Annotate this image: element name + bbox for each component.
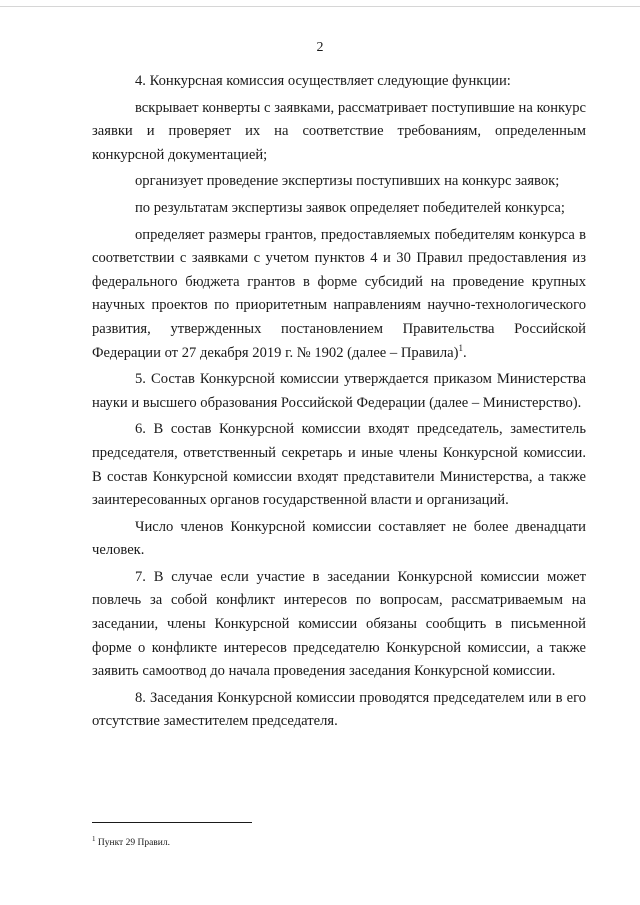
footnote-separator xyxy=(92,822,252,823)
document-body xyxy=(92,70,586,734)
footnote-reference: 1 xyxy=(458,342,464,353)
paragraph-function-4-text: определяет размеры грантов, предоставляемых победителям конкурса в соответствии с заявками с учетом пунктов 4 и 30 Правил предоставления из федерального бюджета грантов в форме субсидий на проведение крупных научных проектов по приоритетным направлениям научно-технологического развития, утвержденных постановлением Правительства Российской Федерации от 27 декабря 2019 г. № 1902 (далее – Правила) xyxy=(92,226,586,361)
paragraph-item-8: 8. Заседания Конкурсной комиссии проводятся председателем или в его отсутствие заместителем председателя. xyxy=(92,689,586,730)
paragraph-item-6: 6. В состав Конкурсной комиссии входят председатель, заместитель председателя, ответственный секретарь и иные члены Конкурсной комиссии. В состав Конкурсной комиссии входят представители Министерства, а также заинтересованных органов государственной власти и организаций. xyxy=(92,421,586,509)
footnote-text: Пункт 29 Правил. xyxy=(95,838,170,848)
paragraph-function-2: организует проведение экспертизы поступивших на конкурс заявок; xyxy=(135,173,560,190)
top-border-line xyxy=(0,6,640,7)
paragraph-function-1: вскрывает конверты с заявками, рассматривает поступившие на конкурс заявки и проверяет их на соответствие требованиям, определенным конкурсной документацией; xyxy=(92,99,586,163)
paragraph-members-count: Число членов Конкурсной комиссии составляет не более двенадцати человек. xyxy=(92,518,586,559)
paragraph-function-3: по результатам экспертизы заявок определяет победителей конкурса; xyxy=(135,199,565,216)
page-number: 2 xyxy=(316,40,324,55)
paragraph-function-4 xyxy=(92,224,586,366)
footnote xyxy=(92,834,170,848)
paragraph-item-5: 5. Состав Конкурсной комиссии утверждается приказом Министерства науки и высшего образования Российской Федерации (далее – Министерство). xyxy=(92,371,586,411)
paragraph-item-7: 7. В случае если участие в заседании Конкурсной комиссии может повлечь за собой конфликт интересов по вопросам, рассматриваемым на заседании, члены Конкурсной комиссии обязаны сообщить в письменной форме о конфликте интересов председателю Конкурсной комиссии, а также заявить самоотвод до начала проведения заседания Конкурсной комиссии. xyxy=(92,568,586,680)
footnote-marker: 1 xyxy=(92,834,96,843)
footnote-reference-suffix: . xyxy=(463,344,467,361)
paragraph-item-4: 4. Конкурсная комиссия осуществляет следующие функции: xyxy=(135,73,511,89)
